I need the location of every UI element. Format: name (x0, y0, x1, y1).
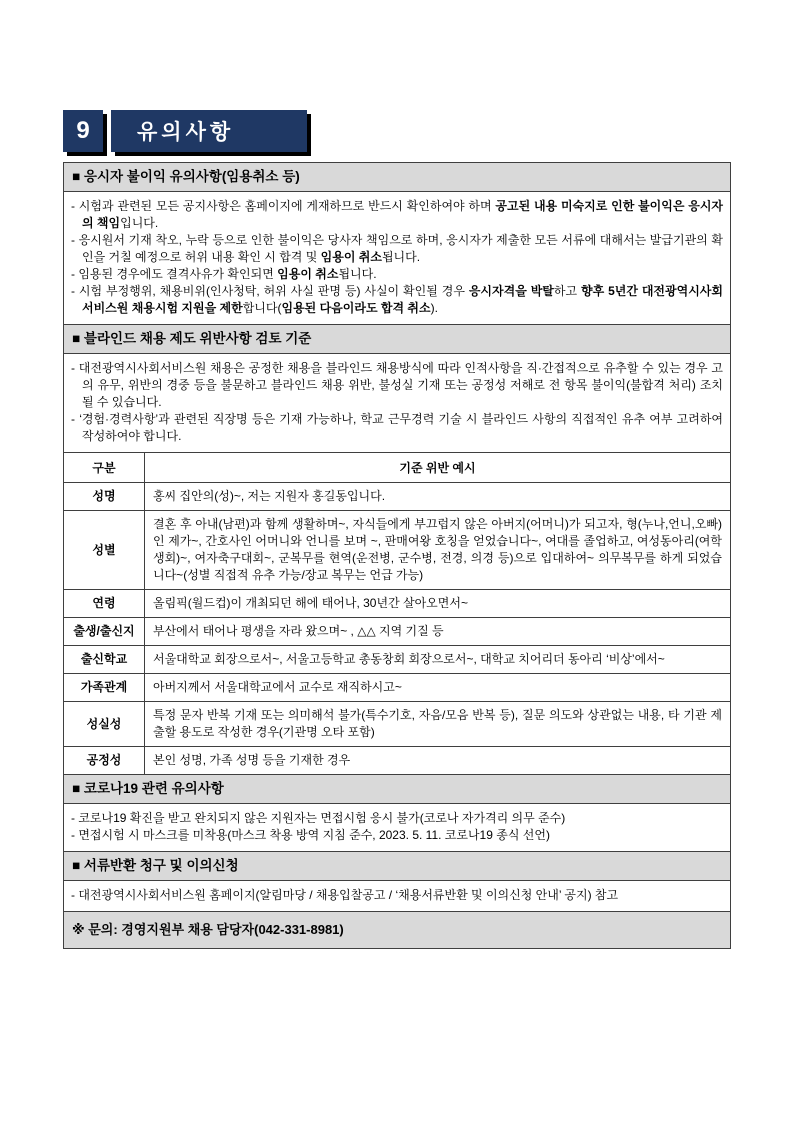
row-example: 아버지께서 서울대학교에서 교수로 재직하시고~ (145, 674, 731, 702)
row-category: 성명 (64, 483, 145, 511)
section-number-badge (63, 110, 731, 152)
bullet-item: - 대전광역시사회서비스원 채용은 공정한 채용을 블라인드 채용방식에 따라 인적사항을 직·간접적으로 유추할 수 있는 경우 고의 유무, 위반의 경중 등을 불문하고 블라인드 채용 위반, 불성실 기재 또는 공정성 저해로 전 항목 불이익(불합격 처리) 조치 될 수 있습니다. (71, 361, 723, 409)
bullet-item: - ‘경험·경력사항’과 관련된 직장명 등은 기재 가능하나, 학교 근무경력 기술 시 블라인드 사항의 직접적인 유추 여부 고려하여 작성하여야 합니다. (71, 412, 723, 443)
row-example: 특정 문자 반복 기재 또는 의미해석 불가(특수기호, 자음/모음 반복 등), 질문 의도와 상관없는 내용, 타 기관 제출할 용도로 작성한 경우(기관명 오타 포함) (145, 702, 731, 747)
section-title-document-return: ■ 서류반환 청구 및 이의신청 (63, 851, 731, 881)
row-example: 부산에서 태어나 평생을 자라 왔으며~ , △△ 지역 기질 등 (145, 618, 731, 646)
violation-criteria-table (63, 452, 731, 775)
notice-stack (63, 162, 731, 949)
row-example: 서울대학교 회장으로서~, 서울고등학교 총동창회 회장으로서~, 대학교 치어리더 동아리 ‘비상’에서~ (145, 646, 731, 674)
section-title-blind-hiring: ■ 블라인드 채용 제도 위반사항 검토 기준 (63, 324, 731, 354)
table-row (64, 747, 731, 775)
row-category: 공정성 (64, 747, 145, 775)
row-category: 출생/출신지 (64, 618, 145, 646)
bullet-item: - 시험 부정행위, 채용비위(인사청탁, 허위 사실 판명 등) 사실이 확인될 경우 응시자격을 박탈하고 향후 5년간 대전광역시사회서비스원 채용시험 지원을 제한합니다(임용된 다음이라도 합격 취소). (71, 284, 723, 315)
bullet-item: - 임용된 경우에도 결격사유가 확인되면 임용이 취소됩니다. (71, 267, 377, 281)
row-example: 올림픽(월드컵)이 개최되던 해에 태어나, 30년간 살아오면서~ (145, 590, 731, 618)
bullet-item: - 대전광역시사회서비스원 홈페이지(알림마당 / 채용입찰공고 / ‘채용서류반환 및 이의신청 안내’ 공지) 참고 (71, 888, 619, 902)
table-row (64, 618, 731, 646)
section-title-covid19: ■ 코로나19 관련 유의사항 (63, 774, 731, 804)
row-category: 가족관계 (64, 674, 145, 702)
table-row (64, 702, 731, 747)
section-body-covid19 (63, 803, 731, 852)
section-number: 9 (63, 110, 103, 152)
table-row (64, 511, 731, 590)
table-row (64, 590, 731, 618)
table-header-row (64, 453, 731, 483)
table-row (64, 483, 731, 511)
table-row (64, 674, 731, 702)
table-header-example: 기준 위반 예시 (145, 453, 731, 483)
section-body-applicant-disadvantage (63, 191, 731, 325)
bullet-item: - 응시원서 기재 착오, 누락 등으로 인한 불이익은 당사자 책임으로 하며, 응시자가 제출한 모든 서류에 대해서는 발급기관의 확인을 거칠 예정으로 허위 내용 확인 시 합격 및 임용이 취소됩니다. (71, 233, 723, 264)
section-title-applicant-disadvantage: ■ 응시자 불이익 유의사항(임용취소 등) (63, 162, 731, 192)
row-example: 본인 성명, 가족 성명 등을 기재한 경우 (145, 747, 731, 775)
bullet-item: - 시험과 관련된 모든 공지사항은 홈페이지에 게재하므로 반드시 확인하여야 하며 공고된 내용 미숙지로 인한 불이익은 응시자의 책임입니다. (71, 199, 723, 230)
contact-footer: ※ 문의: 경영지원부 채용 담당자(042-331-8981) (63, 911, 731, 949)
row-category: 연령 (64, 590, 145, 618)
section-body-document-return (63, 880, 731, 912)
row-category: 성실성 (64, 702, 145, 747)
table-header-category: 구분 (64, 453, 145, 483)
table-row (64, 646, 731, 674)
row-example: 홍씨 집안의(성)~, 저는 지원자 홍길동입니다. (145, 483, 731, 511)
document-content (63, 110, 731, 949)
page-title: 유의사항 (111, 110, 307, 152)
row-category: 성별 (64, 511, 145, 590)
row-category: 출신학교 (64, 646, 145, 674)
bullet-item: - 코로나19 확진을 받고 완치되지 않은 지원자는 면접시험 응시 불가(코로나 자가격리 의무 준수) (71, 811, 566, 825)
section-body-blind-hiring (63, 353, 731, 453)
bullet-item: - 면접시험 시 마스크를 미착용(마스크 착용 방역 지침 준수, 2023. 5. 11. 코로나19 종식 선언) (71, 828, 550, 842)
table-body (64, 483, 731, 775)
row-example: 결혼 후 아내(남편)과 함께 생활하며~, 자식들에게 부끄럽지 않은 아버지(어머니)가 되고자, 형(누나,언니,오빠)인 제가~, 간호사인 어머니와 언니를 보며 ~, 판매여왕 호칭을 얻었습니다~, 여대를 졸업하고, 여성동아리(여학생회)~, 여자축구대회~, 군복무를 현역(운전병, 군수병, 전경, 의경 등)으로 입대하여~ 의무복무를 하게 되었습니다~(성별 직접적 유추 가능/장교 복무는 언급 가능) (145, 511, 731, 590)
